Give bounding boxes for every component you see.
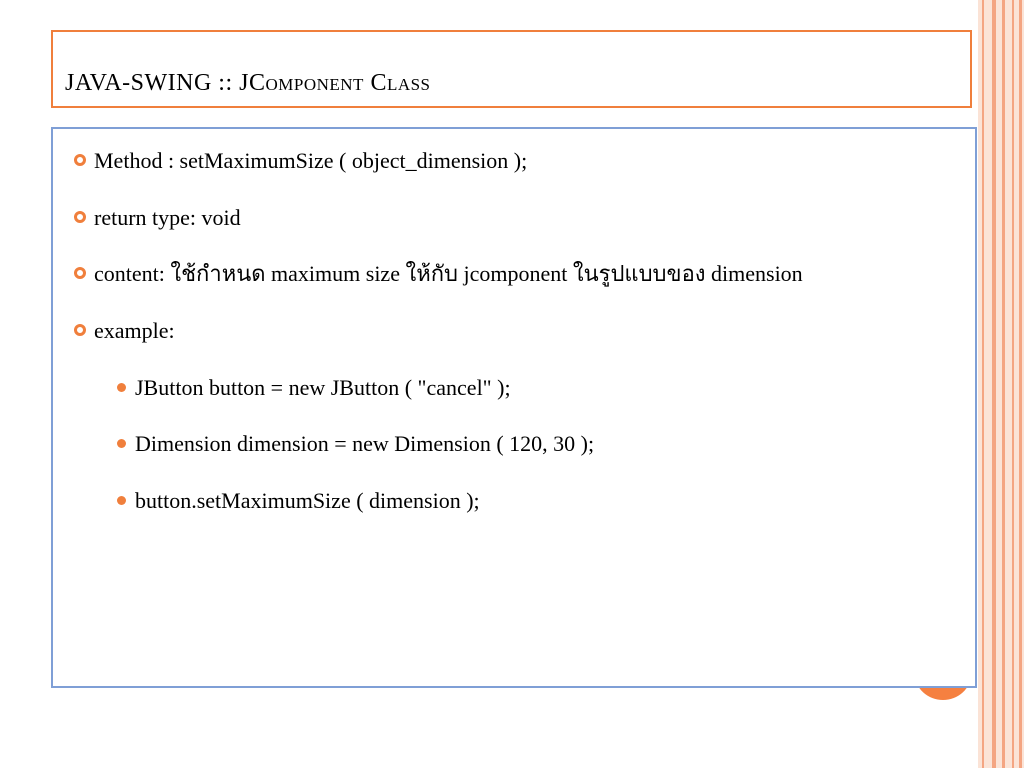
slide-content-box — [51, 127, 977, 688]
stripe-line — [982, 0, 984, 768]
stripe-line — [992, 0, 996, 768]
slide-title-box — [51, 30, 972, 108]
slide-title-main: JAVA-SWING :: J — [65, 70, 249, 96]
ring-bullet-icon — [74, 154, 86, 166]
bullet-text: return type: void — [94, 205, 241, 230]
sub-bullet-text: JButton button = new JButton ( "cancel" ); — [135, 375, 511, 400]
list-item — [94, 261, 803, 287]
list-item — [94, 318, 175, 344]
list-item — [135, 431, 594, 457]
bullet-text: content: ใช้กำหนด maximum size ให้กับ jcomponent ในรูปแบบของ dimension — [94, 261, 803, 286]
stripe-line — [1002, 0, 1005, 768]
list-item — [94, 148, 527, 174]
sub-bullet-text: button.setMaximumSize ( dimension ); — [135, 488, 480, 513]
list-item — [135, 488, 480, 514]
ring-bullet-icon — [74, 211, 86, 223]
ring-bullet-icon — [74, 267, 86, 279]
ring-bullet-icon — [74, 324, 86, 336]
bullet-text: Method : setMaximumSize ( object_dimension ); — [94, 148, 528, 173]
dot-bullet-icon — [117, 496, 126, 505]
bullet-text: example: — [94, 318, 175, 343]
slide-title-tail: Component Class — [248, 70, 431, 96]
slide-title — [65, 70, 431, 97]
dot-bullet-icon — [117, 439, 126, 448]
stripe-line — [1019, 0, 1022, 768]
stripe-line — [1012, 0, 1014, 768]
list-item — [94, 205, 241, 231]
decorative-stripes — [978, 0, 1024, 768]
list-item — [135, 375, 511, 401]
sub-bullet-text: Dimension dimension = new Dimension ( 120, 30 ); — [135, 431, 595, 456]
dot-bullet-icon — [117, 383, 126, 392]
